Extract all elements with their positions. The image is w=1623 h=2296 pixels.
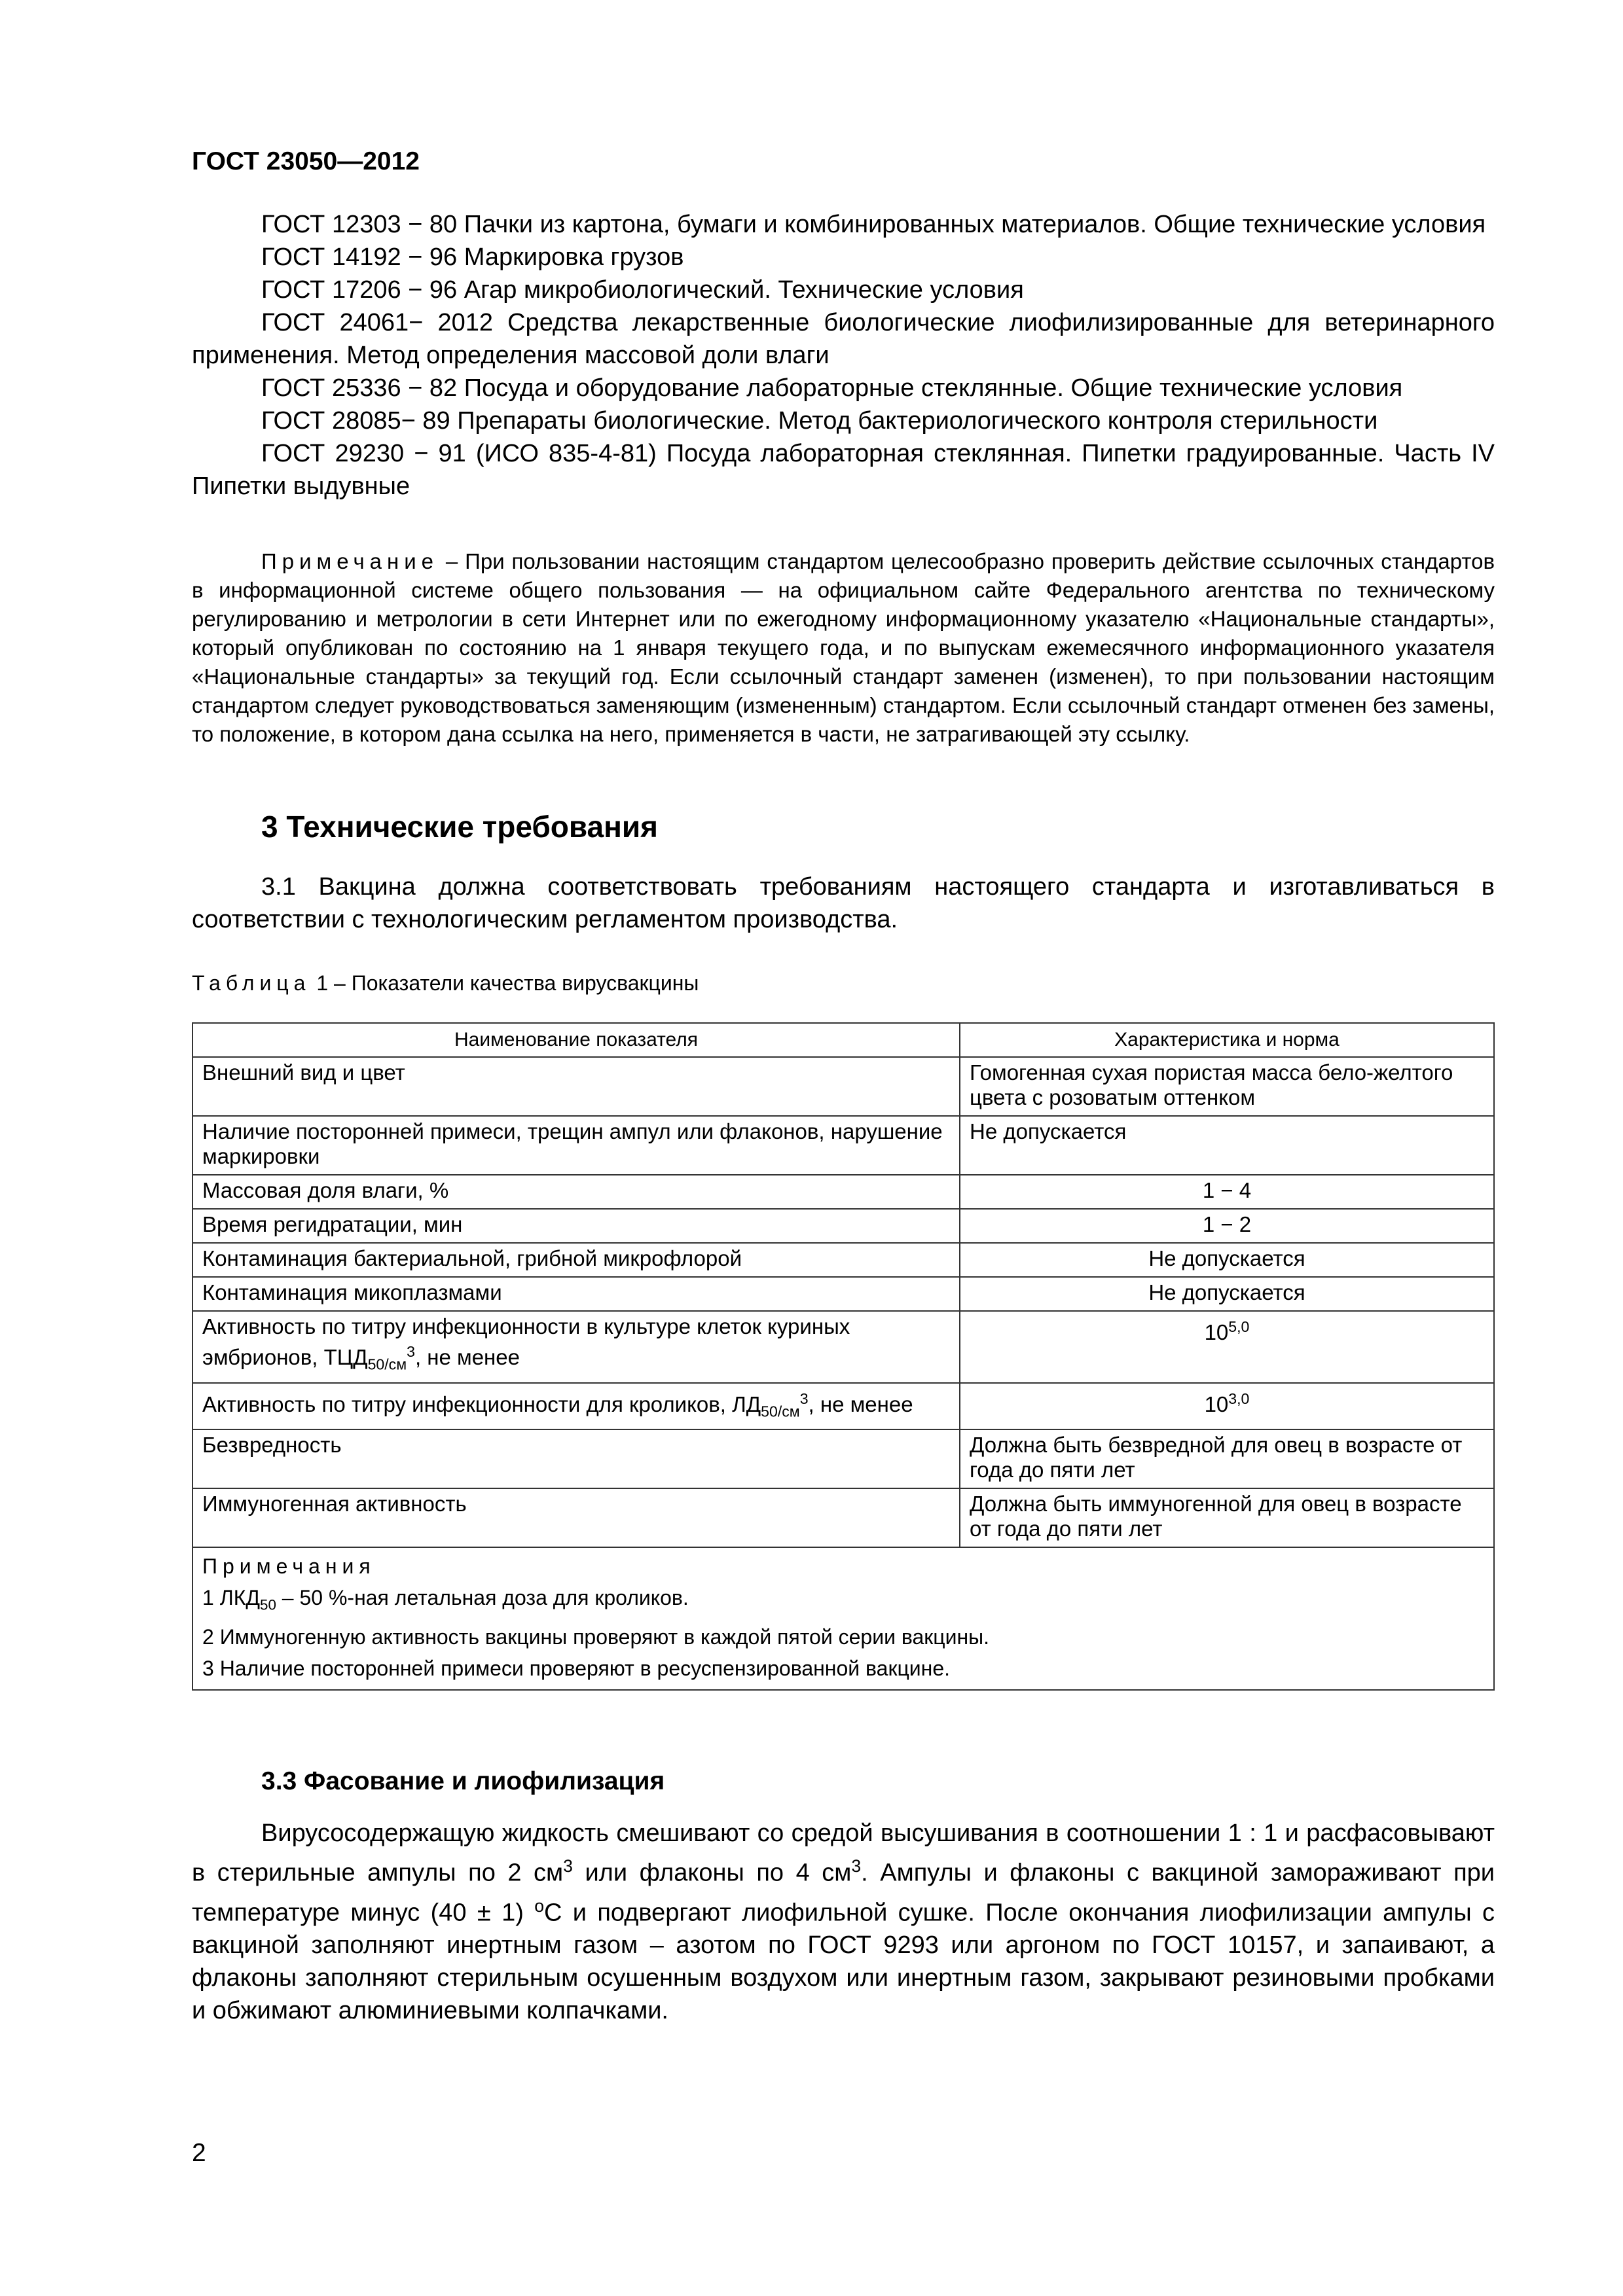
indicator-value: Не допускается bbox=[960, 1116, 1494, 1175]
paragraph-text: С и подвергают лиофильной сушке. После окончания лиофилизации ампулы с вакциной заполняют инертным газом – азотом по ГОСТ 9293 или аргоном по ГОСТ 10157, и запаивают, а флаконы заполняют стерильным осушенным воздухом или инертным газом, закрывают резиновыми пробками и обжимают алюминиевыми колпачками. bbox=[192, 1899, 1495, 2025]
reference-item: ГОСТ 28085− 89 Препараты биологические. Метод бактериологического контроля стерильности bbox=[261, 407, 1378, 435]
table-row bbox=[192, 1383, 1494, 1430]
table-notes-title: Примечания bbox=[202, 1554, 376, 1579]
table-row bbox=[192, 1311, 1494, 1383]
indicator-name: Время регидратации, мин bbox=[192, 1209, 960, 1243]
indicator-value: Должна быть иммуногенной для овец в возрасте от года до пяти лет bbox=[960, 1488, 1494, 1547]
reference-item: ГОСТ 14192 − 96 Маркировка грузов bbox=[261, 243, 684, 271]
section-title: 3 Технические требования bbox=[261, 810, 658, 844]
indicator-name bbox=[192, 1383, 960, 1430]
degree-superscript: о bbox=[534, 1895, 544, 1916]
indicator-name: Контаминация бактериальной, грибной микрофлорой bbox=[192, 1243, 960, 1277]
indicator-value: Не допускается bbox=[960, 1277, 1494, 1311]
table-row bbox=[192, 1116, 1494, 1175]
indicator-name: Внешний вид и цвет bbox=[192, 1057, 960, 1116]
indicator-value bbox=[960, 1383, 1494, 1430]
table-header-row bbox=[192, 1023, 1494, 1057]
page-number: 2 bbox=[192, 2139, 206, 2167]
note-text: 1 ЛКД bbox=[202, 1586, 260, 1610]
table-row bbox=[192, 1243, 1494, 1277]
indicator-name-text: , не менее bbox=[414, 1345, 520, 1369]
indicator-name: Иммуногенная активность bbox=[192, 1488, 960, 1547]
table-note: 3 Наличие посторонней примеси проверяют в ресуспензированной вакцине. bbox=[202, 1656, 951, 1680]
paragraph-3-3 bbox=[192, 1817, 1495, 2027]
table-caption-label: Таблица bbox=[192, 971, 311, 995]
value-base: 10 bbox=[1204, 1320, 1229, 1344]
table-row bbox=[192, 1488, 1494, 1547]
indicator-name: Наличие посторонней примеси, трещин ампул или флаконов, нарушение маркировки bbox=[192, 1116, 960, 1175]
column-header-value: Характеристика и норма bbox=[960, 1023, 1494, 1057]
indicator-value: Гомогенная сухая пористая масса бело-желтого цвета с розоватым оттенком bbox=[960, 1057, 1494, 1116]
subscript: 50/см bbox=[761, 1403, 800, 1420]
table-note bbox=[202, 1582, 1484, 1621]
indicator-name: Массовая доля влаги, % bbox=[192, 1175, 960, 1209]
table-row bbox=[192, 1277, 1494, 1311]
reference-item: ГОСТ 17206 − 96 Агар микробиологический. Технические условия bbox=[261, 276, 1024, 304]
table-row bbox=[192, 1175, 1494, 1209]
table-row bbox=[192, 1209, 1494, 1243]
table-caption-text: 1 – Показатели качества вирусвакцины bbox=[310, 971, 699, 995]
subscript: 50/см bbox=[367, 1355, 407, 1373]
indicator-name: Безвредность bbox=[192, 1429, 960, 1488]
note-text: – 50 %-ная летальная доза для кроликов. bbox=[276, 1586, 689, 1610]
superscript: 3 bbox=[799, 1390, 809, 1407]
subsection-title: 3.3 Фасование и лиофилизация bbox=[261, 1767, 665, 1795]
indicator-name-text: , не менее bbox=[808, 1391, 913, 1416]
table-notes-row bbox=[192, 1547, 1494, 1689]
references-note bbox=[192, 547, 1495, 749]
paragraph-text: или флаконы по 4 см bbox=[572, 1859, 852, 1887]
superscript: 3 bbox=[563, 1856, 573, 1876]
value-base: 10 bbox=[1204, 1391, 1229, 1416]
paragraph-3-1: 3.1 Вакцина должна соответствовать требованиям настоящего стандарта и изготавливаться в соответствии с технологическим регламентом производства. bbox=[192, 873, 1495, 933]
paragraph-text: . Ампулы и флаконы с вакциной замораживают при температуре минус (40 ± 1) bbox=[192, 1859, 1495, 1927]
reference-item: ГОСТ 29230 − 91 (ИСО 835-4-81) Посуда лабораторная стеклянная. Пипетки градуированные. Часть IV Пипетки выдувные bbox=[192, 440, 1495, 500]
superscript: 3 bbox=[851, 1856, 862, 1876]
indicator-value: 1 − 2 bbox=[960, 1209, 1494, 1243]
table-row bbox=[192, 1057, 1494, 1116]
reference-item: ГОСТ 24061− 2012 Средства лекарственные биологические лиофилизированные для ветеринарного применения. Метод определения массовой доли влаги bbox=[192, 309, 1495, 369]
reference-item: ГОСТ 25336 − 82 Посуда и оборудование лабораторные стеклянные. Общие технические условия bbox=[261, 374, 1403, 402]
table-caption bbox=[192, 971, 699, 996]
note-text: – При пользовании настоящим стандартом целесообразно проверить действие ссылочных стандартов в информационной системе общего пользования — на официальном сайте Федерального агентства по техническому регулированию и метрологии в сети Интернет или по ежегодному информационному указателю «Национальные стандарты», который опубликован по состоянию на 1 января текущего года, и по выпускам ежемесячного информационного указателя «Национальные стандарты» за текущий год. Если ссылочный стандарт заменен (изменен), то при пользовании настоящим стандартом следует руководствоваться заменяющим (измененным) стандартом. Если ссылочный стандарт отменен без замены, то положение, в котором дана ссылка на него, применяется в части, не затрагивающей эту ссылку. bbox=[192, 549, 1495, 746]
indicator-value bbox=[960, 1311, 1494, 1383]
quality-table bbox=[192, 1022, 1495, 1691]
note-label: Примечание bbox=[261, 549, 439, 573]
indicator-name bbox=[192, 1311, 960, 1383]
superscript: 3 bbox=[407, 1343, 415, 1360]
document-code: ГОСТ 23050—2012 bbox=[192, 147, 420, 175]
indicator-name-text: Активность по титру инфекционности в культуре клеток куриных эмбрионов, ТЦД bbox=[202, 1314, 850, 1369]
table-notes bbox=[192, 1547, 1494, 1689]
value-exponent: 5,0 bbox=[1228, 1318, 1250, 1335]
table-row bbox=[192, 1429, 1494, 1488]
indicator-value: Не допускается bbox=[960, 1243, 1494, 1277]
indicator-value: Должна быть безвредной для овец в возрасте от года до пяти лет bbox=[960, 1429, 1494, 1488]
indicator-value: 1 − 4 bbox=[960, 1175, 1494, 1209]
reference-item: ГОСТ 12303 − 80 Пачки из картона, бумаги и комбинированных материалов. Общие технические условия bbox=[261, 211, 1486, 238]
subscript: 50 bbox=[260, 1596, 276, 1613]
indicator-name: Контаминация микоплазмами bbox=[192, 1277, 960, 1311]
value-exponent: 3,0 bbox=[1228, 1390, 1250, 1407]
table-note: 2 Иммуногенную активность вакцины проверяют в каждой пятой серии вакцины. bbox=[202, 1624, 990, 1649]
paragraph-text: Вирусосодержащую жидкость смешивают со средой высушивания в соотношении 1 : 1 и расфасовывают в стерильные ампулы по 2 см bbox=[192, 1820, 1495, 1887]
normative-references bbox=[192, 208, 1495, 503]
indicator-name-text: Активность по титру инфекционности для кроликов, ЛД bbox=[202, 1391, 761, 1416]
column-header-name: Наименование показателя bbox=[192, 1023, 960, 1057]
